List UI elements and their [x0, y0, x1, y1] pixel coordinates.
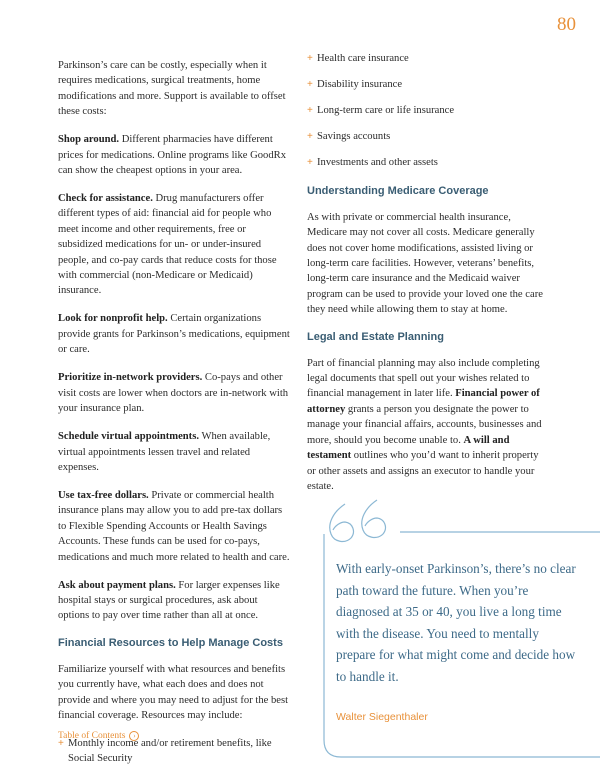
plus-icon: + [307, 131, 313, 142]
resources-intro: Familiarize yourself with what resources and benefits you currently have, what each does and does not provide and where you may need to adjust for the best financial coverage. Resources may include: [58, 663, 289, 721]
list-item-text: Savings accounts [317, 131, 391, 142]
left-column [58, 58, 290, 776]
tip-title: Prioritize in-network providers. [58, 372, 203, 384]
medicare-paragraph: As with private or commercial health insurance, Medicare may not cover all costs. Medicare generally does not cover home modifications, assisted living or long-term care facilities. However, veterans’ benefits, long-term care insurance and the Medicaid waiver program can be used to provide your loved one the care they need while allowing them to stay at home. [307, 211, 543, 316]
tip-text: Co-pays and other visit costs are lower when doctors are in-network with your insurance plan. [58, 372, 289, 415]
legal-text: Part of financial planning may also include completing legal documents that spell out your wishes related to financial management in later life. [307, 357, 540, 400]
legal-text: grants a person you designate the power to manage your financial affairs, accounts, businesses and more, should you become unable to. [307, 403, 542, 446]
plus-icon: + [58, 737, 64, 749]
tip-title: Ask about payment plans. [58, 579, 176, 591]
medicare-heading: Understanding Medicare Coverage [307, 185, 489, 198]
tip-paragraph [58, 191, 290, 299]
pull-quote [305, 490, 600, 760]
plus-icon: + [307, 157, 313, 168]
tip-paragraph [58, 132, 290, 178]
resources-list-continued [307, 51, 547, 170]
list-item-text: Monthly income and/or retirement benefits, like Social Security [68, 737, 272, 765]
legal-term: Financial power of attorney [307, 388, 540, 415]
toc-label: Table of Contents [58, 731, 126, 741]
tip-text: Different pharmacies have different prices for medications. Online programs like GoodRx can show the cheapest options in your area. [58, 134, 287, 177]
tip-text: Drug manufacturers offer different types of aid: financial aid for people who meet income and other requirements, free or subsidized medications for un- or under-insured people, and co-pay cards that reduce costs for those with commercial (non-Medicare or Medicaid) insurance. [58, 193, 277, 297]
plus-icon: + [307, 79, 313, 90]
list-item [307, 155, 547, 170]
tip-title: Look for nonprofit help. [58, 313, 168, 325]
right-column [307, 51, 547, 507]
legal-term: A will and testament [307, 434, 510, 462]
tip-text: Private or commercial health insurance plans may allow you to add pre-tax dollars to Flexible Spending Accounts or Health Savings Accounts. These funds can be used for co-pays, medications and much more related to health and care. [58, 489, 290, 563]
legal-paragraph [307, 356, 547, 495]
legal-heading: Legal and Estate Planning [307, 331, 444, 344]
tip-title: Check for assistance. [58, 193, 153, 205]
tip-paragraph [58, 370, 290, 416]
chevron-right-icon: › [129, 731, 139, 741]
list-item-text: Long-term care or life insurance [317, 105, 455, 116]
list-item-text: Disability insurance [317, 79, 403, 90]
tip-paragraph [58, 488, 290, 565]
page-number: 80 [557, 14, 576, 35]
quote-author: Walter Siegenthaler [336, 711, 428, 723]
list-item [307, 103, 547, 118]
tip-text: Certain organizations provide grants for Parkinson’s medications, equipment or care. [58, 313, 290, 356]
tip-paragraph [58, 578, 290, 624]
intro-paragraph: Parkinson’s care can be costly, especially when it requires medications, surgical treatments, home modifications and more. Support is available to offset these costs: [58, 60, 286, 118]
quote-text: With early-onset Parkinson’s, there’s no clear path toward the future. When you’re diagnosed at 35 or 40, you live a long time with the disease. You need to mentally prepare for what might come and decide how to handle it. [336, 561, 576, 684]
resources-heading: Financial Resources to Help Manage Costs [58, 637, 283, 650]
plus-icon: + [307, 105, 313, 116]
list-item [307, 51, 547, 66]
list-item-text: Investments and other assets [317, 157, 438, 168]
legal-text: outlines who you’d want to inherit property or other assets and assigns an executor to handle your estate. [307, 450, 539, 492]
list-item-text: Health care insurance [317, 53, 409, 64]
plus-icon: + [307, 53, 313, 64]
table-of-contents-link[interactable] [58, 731, 139, 741]
tip-title: Schedule virtual appointments. [58, 431, 199, 443]
quote-mark-icon [330, 500, 386, 541]
list-item [307, 77, 547, 92]
tip-paragraph [58, 311, 290, 357]
tip-text: For larger expenses like hospital stays or surgical procedures, ask about options to pay over time rather than all at once. [58, 579, 280, 622]
tip-title: Use tax-free dollars. [58, 489, 149, 501]
tip-paragraph [58, 429, 290, 475]
tip-title: Shop around. [58, 134, 120, 146]
tip-text: When available, virtual appointments lessen travel and related expenses. [58, 431, 271, 473]
list-item [307, 129, 547, 144]
